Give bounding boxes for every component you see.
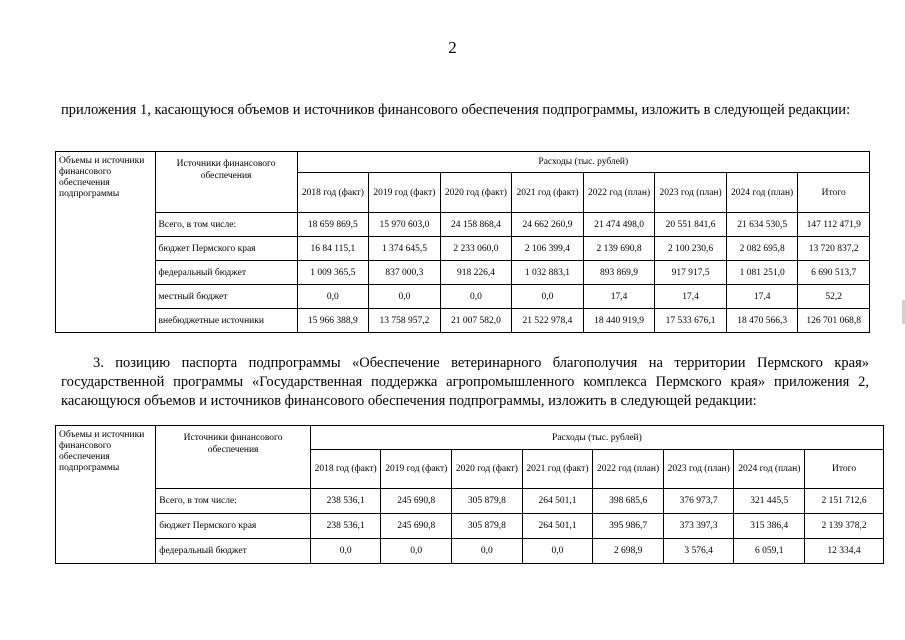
total-cell: 13 720 837,2 bbox=[798, 237, 870, 261]
source-header: Источники финансового обеспечения bbox=[155, 152, 297, 213]
value-cell: 17,4 bbox=[655, 285, 727, 309]
value-cell: 20 551 841,6 bbox=[655, 213, 727, 237]
value-cell: 305 879,8 bbox=[452, 489, 523, 514]
value-cell: 238 536,1 bbox=[310, 489, 381, 514]
year-header: 2024 год (план) bbox=[726, 173, 798, 213]
total-cell: 147 112 471,9 bbox=[798, 213, 870, 237]
value-cell: 3 576,4 bbox=[663, 539, 734, 564]
value-cell: 21 522 978,4 bbox=[512, 309, 584, 333]
table-row bbox=[56, 514, 884, 539]
value-cell: 18 440 919,9 bbox=[583, 309, 655, 333]
value-cell: 245 690,8 bbox=[381, 514, 452, 539]
value-cell: 15 966 388,9 bbox=[297, 309, 369, 333]
value-cell: 2 082 695,8 bbox=[726, 237, 798, 261]
table-row bbox=[56, 309, 870, 333]
value-cell: 917 917,5 bbox=[655, 261, 727, 285]
value-cell: 0,0 bbox=[452, 539, 523, 564]
value-cell: 264 501,1 bbox=[522, 514, 593, 539]
page-number: 2 bbox=[448, 38, 457, 57]
value-cell: 837 000,3 bbox=[369, 261, 441, 285]
source-cell: Всего, в том числе: bbox=[156, 489, 311, 514]
source-cell: Всего, в том числе: bbox=[155, 213, 297, 237]
table-row bbox=[56, 539, 884, 564]
year-header: 2023 год (план) bbox=[663, 450, 734, 489]
value-cell: 238 536,1 bbox=[310, 514, 381, 539]
year-header: 2023 год (план) bbox=[655, 173, 727, 213]
total-cell: 2 151 712,6 bbox=[805, 489, 884, 514]
source-cell: федеральный бюджет bbox=[155, 261, 297, 285]
value-cell: 373 397,3 bbox=[663, 514, 734, 539]
value-cell: 0,0 bbox=[440, 285, 512, 309]
value-cell: 398 685,6 bbox=[593, 489, 664, 514]
source-cell: бюджет Пермского края bbox=[155, 237, 297, 261]
value-cell: 15 970 603,0 bbox=[369, 213, 441, 237]
table-row bbox=[56, 213, 870, 237]
value-cell: 17,4 bbox=[726, 285, 798, 309]
year-header: 2019 год (факт) bbox=[381, 450, 452, 489]
value-cell: 13 758 957,2 bbox=[369, 309, 441, 333]
value-cell: 2 698,9 bbox=[593, 539, 664, 564]
paragraph-item-3-text: 3. позицию паспорта подпрограммы «Обеспечение ветеринарного благополучия на территории Пермского края» государственной программы «Государственная поддержка агропромышленного комплекса Пермского края» приложения 2, касающуюся объемов и источников финансового обеспечения подпрограммы, изложить в следующей редакции: bbox=[61, 355, 869, 409]
value-cell: 24 158 868,4 bbox=[440, 213, 512, 237]
table-row bbox=[56, 285, 870, 309]
value-cell: 21 634 530,5 bbox=[726, 213, 798, 237]
financing-table-1 bbox=[55, 151, 870, 333]
paragraph-item-3 bbox=[61, 354, 869, 411]
row-label-cell: Объемы и источники финансового обеспечения подпрограммы bbox=[56, 152, 156, 333]
value-cell: 0,0 bbox=[512, 285, 584, 309]
year-header: 2021 год (факт) bbox=[522, 450, 593, 489]
value-cell: 1 081 251,0 bbox=[726, 261, 798, 285]
table-row bbox=[56, 261, 870, 285]
value-cell: 17 533 676,1 bbox=[655, 309, 727, 333]
value-cell: 893 869,9 bbox=[583, 261, 655, 285]
value-cell: 16 84 115,1 bbox=[297, 237, 369, 261]
financing-table-2 bbox=[55, 425, 884, 564]
value-cell: 264 501,1 bbox=[522, 489, 593, 514]
row-label-cell: Объемы и источники финансового обеспечения подпрограммы bbox=[56, 426, 156, 564]
total-cell: 2 139 378,2 bbox=[805, 514, 884, 539]
year-header: 2018 год (факт) bbox=[297, 173, 369, 213]
source-cell: федеральный бюджет bbox=[156, 539, 311, 564]
value-cell: 2 100 230,6 bbox=[655, 237, 727, 261]
value-cell: 1 374 645,5 bbox=[369, 237, 441, 261]
value-cell: 395 986,7 bbox=[593, 514, 664, 539]
value-cell: 21 474 498,0 bbox=[583, 213, 655, 237]
year-header: 2022 год (план) bbox=[593, 450, 664, 489]
total-header: Итого bbox=[805, 450, 884, 489]
value-cell: 315 386,4 bbox=[734, 514, 805, 539]
total-cell: 52,2 bbox=[798, 285, 870, 309]
year-header: 2022 год (план) bbox=[583, 173, 655, 213]
value-cell: 0,0 bbox=[297, 285, 369, 309]
year-header: 2020 год (факт) bbox=[440, 173, 512, 213]
value-cell: 0,0 bbox=[522, 539, 593, 564]
value-cell: 0,0 bbox=[310, 539, 381, 564]
paragraph-intro: приложения 1, касающуюся объемов и источников финансового обеспечения подпрограммы, изложить в следующей редакции: bbox=[61, 102, 851, 118]
source-cell: местный бюджет bbox=[155, 285, 297, 309]
value-cell: 321 445,5 bbox=[734, 489, 805, 514]
value-cell: 376 973,7 bbox=[663, 489, 734, 514]
value-cell: 18 659 869,5 bbox=[297, 213, 369, 237]
total-cell: 6 690 513,7 bbox=[798, 261, 870, 285]
value-cell: 1 032 883,1 bbox=[512, 261, 584, 285]
source-cell: внебюджетные источники bbox=[155, 309, 297, 333]
total-header: Итого bbox=[798, 173, 870, 213]
source-cell: бюджет Пермского края bbox=[156, 514, 311, 539]
value-cell: 2 233 060,0 bbox=[440, 237, 512, 261]
value-cell: 21 007 582,0 bbox=[440, 309, 512, 333]
total-cell: 126 701 068,8 bbox=[798, 309, 870, 333]
value-cell: 2 139 690,8 bbox=[583, 237, 655, 261]
value-cell: 0,0 bbox=[369, 285, 441, 309]
source-header: Источники финансового обеспечения bbox=[156, 426, 311, 489]
value-cell: 1 009 365,5 bbox=[297, 261, 369, 285]
value-cell: 305 879,8 bbox=[452, 514, 523, 539]
value-cell: 17,4 bbox=[583, 285, 655, 309]
value-cell: 2 106 399,4 bbox=[512, 237, 584, 261]
year-header: 2019 год (факт) bbox=[369, 173, 441, 213]
expenses-header: Расходы (тыс. рублей) bbox=[310, 426, 883, 450]
expenses-header: Расходы (тыс. рублей) bbox=[297, 152, 869, 173]
total-cell: 12 334,4 bbox=[805, 539, 884, 564]
value-cell: 0,0 bbox=[381, 539, 452, 564]
year-header: 2020 год (факт) bbox=[452, 450, 523, 489]
value-cell: 6 059,1 bbox=[734, 539, 805, 564]
year-header: 2021 год (факт) bbox=[512, 173, 584, 213]
table-row bbox=[56, 237, 870, 261]
year-header: 2018 год (факт) bbox=[310, 450, 381, 489]
table-row bbox=[56, 489, 884, 514]
value-cell: 918 226,4 bbox=[440, 261, 512, 285]
value-cell: 18 470 566,3 bbox=[726, 309, 798, 333]
value-cell: 24 662 260,9 bbox=[512, 213, 584, 237]
year-header: 2024 год (план) bbox=[734, 450, 805, 489]
value-cell: 245 690,8 bbox=[381, 489, 452, 514]
